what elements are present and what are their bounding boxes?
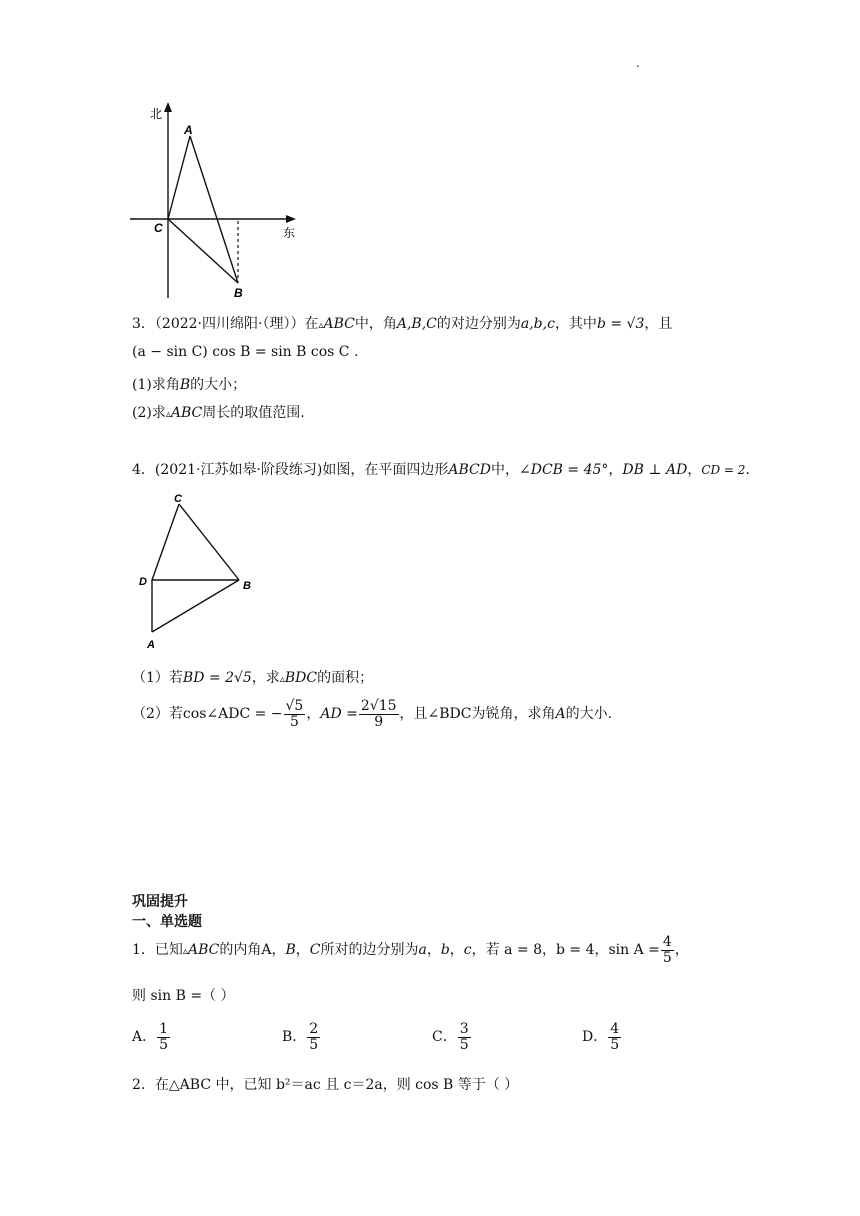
question-3-part-2: (2)求▵ABC周长的取值范围. [132,405,305,421]
section-subtitle: 一、单选题 [132,914,202,930]
question-3-part-1: (1)求角B的大小； [132,377,247,393]
point-c-label: C [174,493,182,505]
question-3-equation: (a − sin C) cos B = sin B cos C . [132,344,359,360]
point-b-label: B [243,580,251,592]
east-label: 东 [283,226,296,240]
east-arrow-icon [286,215,296,223]
figure-compass-triangle [120,98,310,304]
choice-question-2: 2．在△ABC 中，已知 b²＝ac 且 c＝2a，则 cos B 等于（ ） [132,1077,519,1093]
point-d-label: D [139,576,147,588]
choice-question-1-line-2: 则 sin B =（ ） [132,988,235,1004]
question-4-part-2: （2）若cos∠ADC = − $\frac{√5}{5}$ ，AD = $\frac{2√15}{9}$ ，且∠BDC为锐角，求角A的大小. [132,698,613,730]
option-d[interactable]: D． $\frac{4}{5}$ [582,1021,620,1053]
question-4-line-1: 4．(2021·江苏如皋·阶段练习)如图，在平面四边形ABCD中，∠DCB = 45°，DB ⊥ AD，CD = 2． [132,462,760,478]
figure-quadrilateral [135,490,265,652]
north-arrow-icon [164,102,172,112]
option-c[interactable]: C． $\frac{3}{5}$ [432,1021,469,1053]
point-c-label: C [154,221,163,235]
point-a-label: A [147,639,155,651]
section-title: 巩固提升 [132,894,188,910]
question-4-part-1: （1）若BD = 2√5，求▵BDC的面积； [132,670,374,686]
point-b-label: B [234,286,243,300]
point-a-label: A [184,123,193,137]
option-a[interactable]: A． $\frac{1}{5}$ [132,1021,169,1053]
header-mark: . [636,56,640,70]
north-label: 北 [150,107,163,121]
option-b[interactable]: B． $\frac{2}{5}$ [282,1021,319,1053]
choice-question-1: 1．已知▵ABC的内角A，B，C所对的边分别为a，b，c，若 a = 8，b = 4，sin A = $\frac{4}{5}$ ， [132,934,689,966]
question-3-line-1: 3．（2022·四川绵阳·（理））在▵ABC中，角A,B,C的对边分别为a,b,c，其中b = √3，且 [132,316,673,332]
